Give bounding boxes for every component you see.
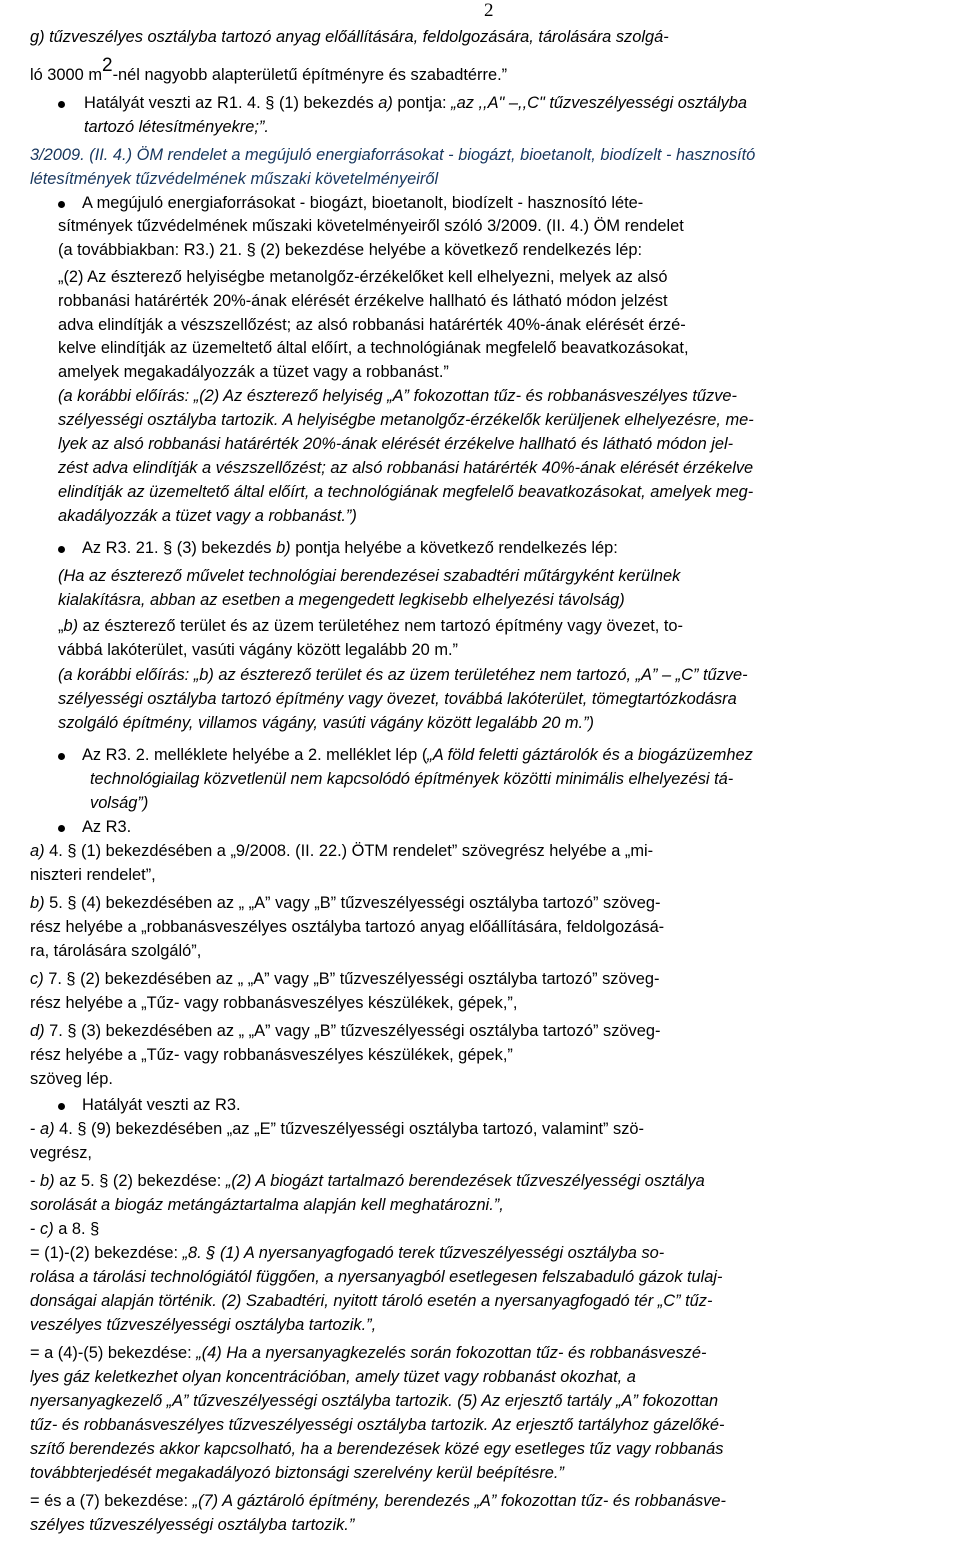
bullet-icon (58, 201, 65, 208)
bullet-icon (58, 546, 65, 553)
text-line: (a továbbiakban: R3.) 21. § (2) bekezdése helyébe a következő rendelkezés lép: (58, 241, 643, 259)
text-line: továbbterjedését megakadályozó biztonsági szerelvény kerül beépítésre.” (30, 1464, 564, 1482)
text-line: szítő berendezés akkor kapcsolható, ha a berendezések közé egy esetleges tűz vagy robbanás (30, 1440, 724, 1458)
text-line: robbanási határérték 20%-ának elérését érzékelve hallható és látható módon jelzést (58, 292, 668, 310)
text-line: nyersanyagkezelő „A” tűzveszélyességi osztályba tartozik. (5) Az erjesztő tartály „A” fokozottan (30, 1392, 719, 1410)
text-line: szöveg lép. (30, 1070, 113, 1088)
text-line: rolása a tárolási technológiától függően, a nyersanyagból esetlegesen felszabaduló gázok tulaj- (30, 1268, 723, 1286)
text-line: szélyes tűzveszélyességi osztályba tartozik.” (30, 1516, 355, 1534)
text-line: b) 5. § (4) bekezdésében az „ „A” vagy „B” tűzveszélyességi osztályba tartozó” szöveg- (30, 894, 661, 912)
text-line: A megújuló energiaforrásokat - biogázt, bioetanolt, biodízelt - hasznosító léte- (82, 194, 644, 212)
bullet-icon (58, 101, 65, 108)
text-line: - b) az 5. § (2) bekezdése: „(2) A biogázt tartalmazó berendezések tűzveszélyességi osztálya (30, 1172, 705, 1190)
text-line: elindítják az üzemeltető által előírt, a technológiának megfelelő beavatkozásokat, amelyek meg- (58, 483, 754, 501)
text-line: „b) az észterező terület és az üzem területéhez nem tartozó építmény vagy övezet, to- (58, 617, 683, 635)
text-line: c) 7. § (2) bekezdésében az „ „A” vagy „B” tűzveszélyességi osztályba tartozó” szöveg- (30, 970, 660, 988)
text-line: (Ha az észterező művelet technológiai berendezései szabadtéri műtárgyként kerülnek (58, 567, 681, 585)
bullet-icon (58, 753, 65, 760)
text-line: zést adva elindítják a vészszellőzést; az alsó robbanási határérték 40%-ának elérését érzékelve (58, 459, 754, 477)
text-line: (a korábbi előírás: „(2) Az észterező helyiség „A” fokozottan tűz- és robbanásveszélyes tűzve- (58, 387, 737, 405)
text-line: Az R3. (82, 818, 132, 836)
text-line: Hatályát veszti az R3. (82, 1096, 241, 1114)
text-line: (a korábbi előírás: „b) az észterező terület és az üzem területéhez nem tartozó, „A” – „C” tűzve- (58, 666, 748, 684)
text-line: lyes gáz keletkezhet olyan koncentrációban, amely tüzet vagy robbanást okozhat, a (30, 1368, 636, 1386)
text-line: ra, tárolására szolgáló”, (30, 942, 202, 960)
text-line: tartozó létesítményekre;”. (84, 118, 269, 136)
text-line: sítmények tűzvédelmének műszaki követelményeiről szóló 3/2009. (II. 4.) ÖM rendelet (58, 217, 684, 235)
text-line: 3/2009. (II. 4.) ÖM rendelet a megújuló energiaforrásokat - biogázt, bioetanolt, biodízelt - hasznosító (30, 146, 756, 164)
text-line: akadályozzák a tüzet vagy a robbanást.”) (58, 507, 357, 525)
text-line: veszélyes tűzveszélyességi osztályba tartozik.”, (30, 1316, 377, 1334)
text-line: tűz- és robbanásveszélyes tűzveszélyességi osztályba tartozik. Az erjesztő tartályhoz gázelőké- (30, 1416, 725, 1434)
text-line: niszteri rendelet”, (30, 866, 156, 884)
text-line: rész helyébe a „Tűz- vagy robbanásveszélyes készülékek, gépek,”, (30, 994, 518, 1012)
text-line: volság”) (90, 794, 149, 812)
text-line: a) 4. § (1) bekezdésében a „9/2008. (II. 22.) ÖTM rendelet” szövegrész helyébe a „mi- (30, 842, 654, 860)
text-line: rész helyébe a „robbanásveszélyes osztályba tartozó anyag előállítására, feldolgozásá- (30, 918, 665, 936)
text-line: Az R3. 2. melléklete helyébe a 2. melléklet lép („A föld feletti gáztárolók és a biogázüzemhez (82, 746, 753, 764)
bullet-icon (58, 1103, 65, 1110)
text-line: szélyességi osztályba tartozó építmény vagy övezet, továbbá lakóterület, tömegtartózkodásra (58, 690, 737, 708)
text-line: lyek az alsó robbanási határérték 20%-ának elérését érzékelve hallható és látható módon jel- (58, 435, 734, 453)
text-line: - a) 4. § (9) bekezdésében „az „E” tűzveszélyességi osztályba tartozó, valamint” szö- (30, 1120, 645, 1138)
text-line: szélyességi osztályba tartozik. A helyiségbe metanolgőz-érzékelők kerüljenek elhelyezésre, me- (58, 411, 754, 429)
text-line: Az R3. 21. § (3) bekezdés b) pontja helyébe a következő rendelkezés lép: (82, 539, 618, 557)
text-line: = és a (7) bekezdése: „(7) A gáztároló építmény, berendezés „A” fokozottan tűz- és robbanásve- (30, 1492, 726, 1510)
text-line: ló 3000 m2-nél nagyobb alapterületű építményre és szabadtérre.” (30, 55, 508, 84)
text-line: vábbá lakóterület, vasúti vágány között legalább 20 m.” (58, 641, 458, 659)
text-line: technológiailag közvetlenül nem kapcsolódó építmények közötti minimális elhelyezési tá- (90, 770, 734, 788)
bullet-icon (58, 825, 65, 832)
text-line: = (1)-(2) bekezdése: „8. § (1) A nyersanyagfogadó terek tűzveszélyességi osztályba so- (30, 1244, 665, 1262)
text-line: kialakításra, abban az esetben a megengedett legkisebb elhelyezési távolság) (58, 591, 625, 609)
text-line: kelve elindítják az üzemeltető által előírt, a technológiának megfelelő beavatkozásokat, (58, 339, 689, 357)
text-line: = a (4)-(5) bekezdése: „(4) Ha a nyersanyagkezelés során fokozottan tűz- és robbanásveszé- (30, 1344, 707, 1362)
text-line: sorolását a biogáz metángáztartalma alapján kell meghatározni.”, (30, 1196, 504, 1214)
text-line: - c) a 8. § (30, 1220, 100, 1238)
text-line: g) tűzveszélyes osztályba tartozó anyag előállítására, feldolgozására, tárolására szolgá- (30, 28, 669, 46)
text-line: „(2) Az észterező helyiségbe metanolgőz-érzékelőket kell elhelyezni, melyek az alsó (58, 268, 668, 286)
text-line: szolgáló építmény, villamos vágány, vasúti vágány között legalább 20 m.”) (58, 714, 594, 732)
text-line: amelyek megakadályozzák a tüzet vagy a robbanást.” (58, 363, 449, 381)
text-line: donságai alapján történik. (2) Szabadtéri, nyitott tároló esetén a nyersanyagfogadó tér „C” tűz- (30, 1292, 713, 1310)
page-number: 2 (484, 0, 494, 21)
text-line: rész helyébe a „Tűz- vagy robbanásveszélyes készülékek, gépek,” (30, 1046, 513, 1064)
text-line: d) 7. § (3) bekezdésében az „ „A” vagy „B” tűzveszélyességi osztályba tartozó” szöveg- (30, 1022, 661, 1040)
text-line: Hatályát veszti az R1. 4. § (1) bekezdés a) pontja: „az ,,A" –,,C" tűzveszélyességi osztályba (84, 94, 748, 112)
text-line: vegrész, (30, 1144, 92, 1162)
text-line: adva elindítják a vészszellőzést; az alsó robbanási határérték 40%-ának elérését érzé- (58, 316, 686, 334)
text-line: létesítmények tűzvédelmének műszaki követelményeiről (30, 170, 439, 188)
